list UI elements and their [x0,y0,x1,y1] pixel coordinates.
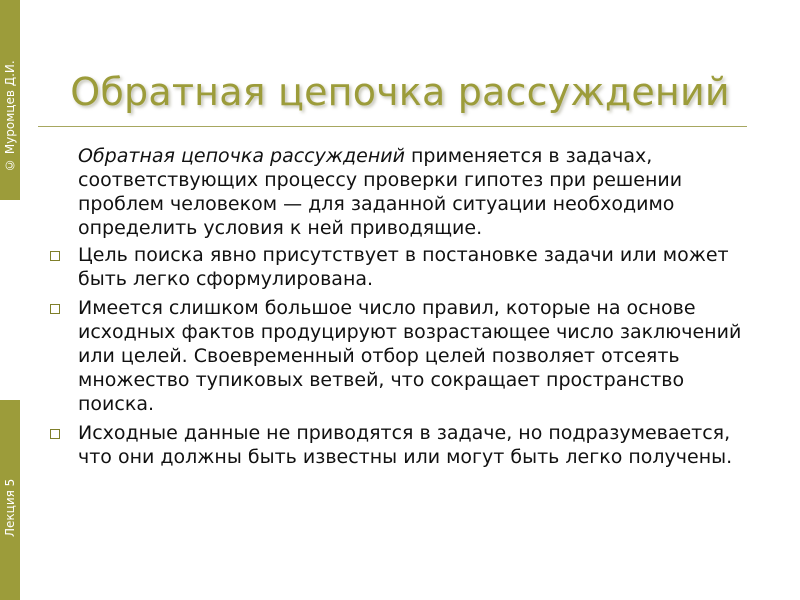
sidebar [0,0,20,600]
bullet-square-icon [50,429,60,439]
author-credit: © Муромцев Д.И. [3,60,17,172]
bullet-text: Имеется слишком большое число правил, которые на основе исходных фактов продуцируют возрастающее число заключений или целей. Своевременный отбор целей позволяет отсеять множество тупиковых ветвей, что сокращает пространство поиска. [78,297,742,415]
intro-emphasis: Обратная цепочка рассуждений [78,145,405,167]
lecture-label: Лекция 5 [3,478,17,537]
bullet-square-icon [50,304,60,314]
bullet-item [48,296,748,416]
bullet-text: Исходные данные не приводятся в задаче, но подразумевается, что они должны быть известны или могут быть легко получены. [78,422,733,468]
bullet-text: Цель поиска явно присутствует в постановке задачи или может быть легко сформулирована. [78,244,729,290]
slide-title: Обратная цепочка рассуждений [70,70,730,114]
bullet-item [48,421,748,469]
sidebar-middle-band [0,200,20,400]
bullet-square-icon [50,251,60,261]
bullet-item [48,243,748,291]
intro-text: применяется в задачах, соответствующих процессу проверки гипотез при решении проблем человеком — для заданной ситуации необходимо определить условия к ней приводящие. [78,145,683,239]
bullet-list [48,243,748,469]
intro-paragraph [78,144,748,240]
title-divider [38,126,747,127]
slide-body [48,144,748,474]
sidebar-top-band [0,0,20,200]
